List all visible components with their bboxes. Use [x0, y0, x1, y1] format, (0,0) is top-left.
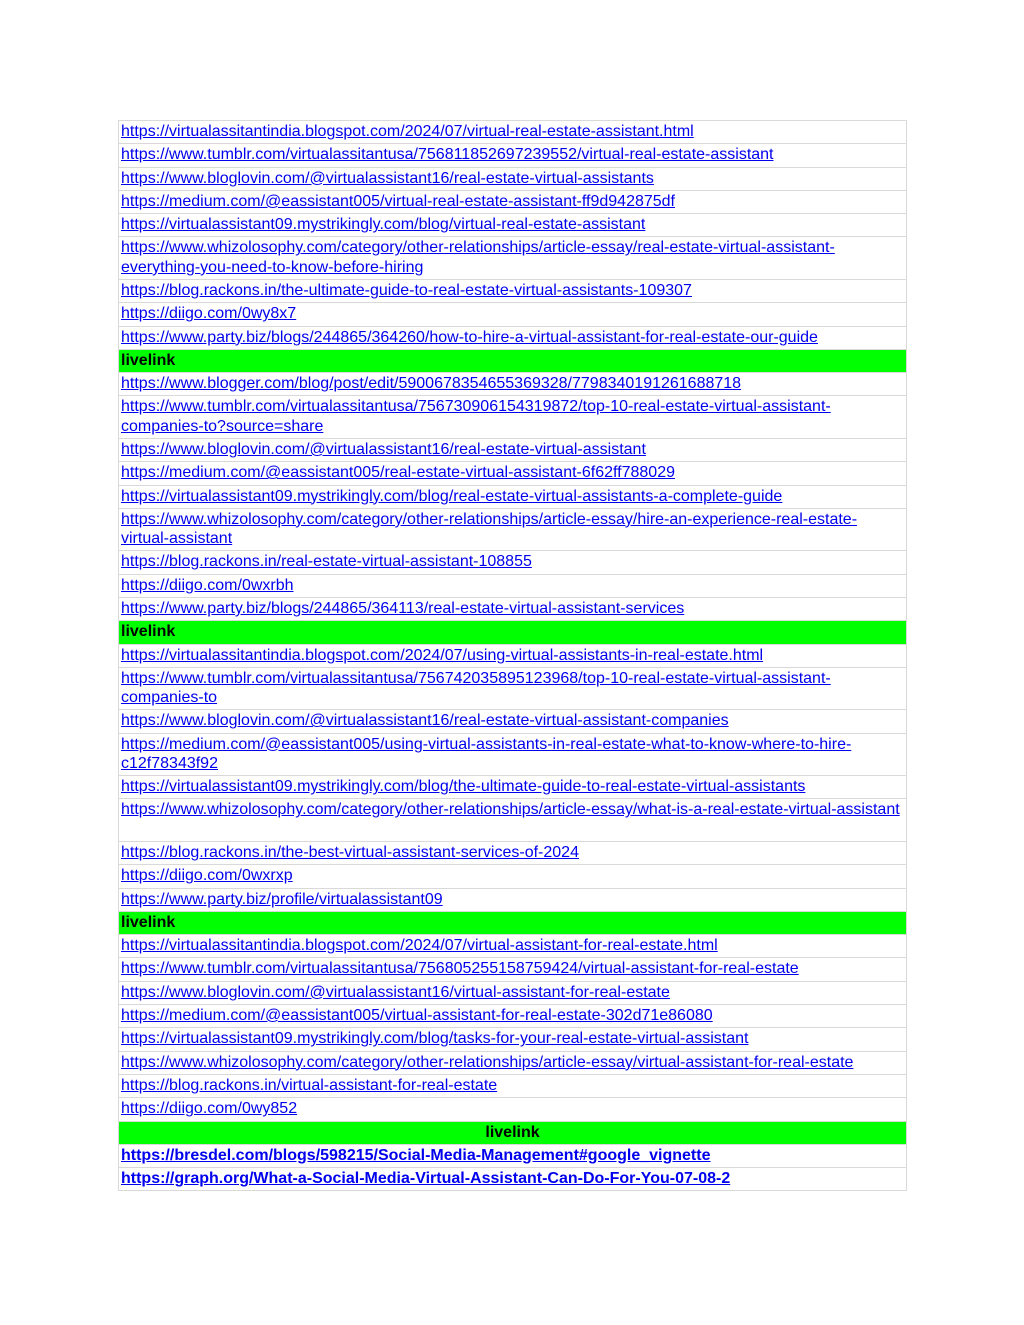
table-row	[119, 303, 907, 326]
table-row	[119, 981, 907, 1004]
livelink-label: livelink	[119, 621, 907, 644]
table-row	[119, 1051, 907, 1074]
table-cell	[119, 190, 907, 213]
table-cell	[119, 303, 907, 326]
link[interactable]: https://virtualassitantindia.blogspot.com/2024/07/using-virtual-assistants-in-real-estate.html	[121, 646, 764, 664]
link[interactable]: https://medium.com/@eassistant005/using-virtual-assistants-in-real-estate-what-to-know-where-to-hire-c12f78343f92	[121, 735, 852, 773]
link[interactable]: https://www.party.biz/blogs/244865/364260/how-to-hire-a-virtual-assistant-for-real-estate-our-guide	[121, 328, 818, 346]
table-cell	[119, 373, 907, 396]
link[interactable]: https://virtualassistant09.mystrikingly.com/blog/real-estate-virtual-assistants-a-complete-guide	[121, 487, 783, 505]
table-row	[119, 667, 907, 710]
table-row	[119, 237, 907, 280]
link[interactable]: https://virtualassistant09.mystrikingly.com/blog/virtual-real-estate-assistant	[121, 216, 646, 234]
table-row	[119, 167, 907, 190]
link[interactable]: https://www.blogger.com/blog/post/edit/5900678354655369328/779834019126168871​8	[121, 375, 742, 393]
table-row	[119, 841, 907, 864]
table-cell	[119, 1144, 907, 1167]
table-cell	[119, 485, 907, 508]
table-row	[119, 733, 907, 776]
link[interactable]: https://diigo.com/0wy852	[121, 1100, 298, 1118]
table-row	[119, 438, 907, 461]
table-row	[119, 326, 907, 349]
link[interactable]: https://graph.org/What-a-Social-Media-Virtual-Assistant-Can-Do-For-You-07-08-2	[121, 1170, 731, 1188]
table-row	[119, 935, 907, 958]
table-row	[119, 597, 907, 620]
table-row	[119, 644, 907, 667]
table-row	[119, 279, 907, 302]
table-cell	[119, 865, 907, 888]
link[interactable]: https://virtualassitantindia.blogspot.com/2024/07/virtual-real-estate-assistant.html	[121, 123, 694, 140]
link[interactable]: https://www.tumblr.com/virtualassitantusa/756805255158759424/virtual-assistant-for-real-estate	[121, 960, 799, 978]
table-row	[119, 1098, 907, 1121]
link[interactable]: https://www.bloglovin.com/@virtualassistant16/real-estate-virtual-assistant	[121, 440, 646, 458]
table-row	[119, 776, 907, 799]
table-cell	[119, 551, 907, 574]
link[interactable]: https://medium.com/@eassistant005/virtual-real-estate-assistant-ff9d942875df	[121, 192, 675, 210]
link[interactable]: https://virtualassitantindia.blogspot.com/2024/07/virtual-assistant-for-real-estate.html	[121, 937, 718, 955]
table-cell	[119, 1051, 907, 1074]
table-row	[119, 508, 907, 551]
link[interactable]: https://www.bloglovin.com/@virtualassistant16/real-estate-virtual-assistants	[121, 169, 654, 187]
table-row	[119, 888, 907, 911]
link[interactable]: https://www.party.biz/profile/virtualassistant09	[121, 890, 443, 908]
link[interactable]: https://medium.com/@eassistant005/real-estate-virtual-assistant-6f62ff788029	[121, 464, 675, 482]
table-cell	[119, 144, 907, 167]
table-row	[119, 144, 907, 167]
table-cell	[119, 667, 907, 710]
table-cell	[119, 1168, 907, 1191]
link[interactable]: https://diigo.com/0wxrbh	[121, 576, 294, 594]
link[interactable]: https://blog.rackons.in/real-estate-virtual-assistant-108855	[121, 553, 532, 571]
table-cell	[119, 1005, 907, 1028]
link[interactable]: https://diigo.com/0wy8x7	[121, 305, 297, 323]
link[interactable]: https://virtualassistant09.mystrikingly.com/blog/tasks-for-your-real-estate-virtual-assistant	[121, 1030, 749, 1048]
table-row	[119, 799, 907, 842]
table-cell	[119, 935, 907, 958]
table-row	[119, 462, 907, 485]
table-row	[119, 1074, 907, 1097]
table-row	[119, 214, 907, 237]
link[interactable]: https://virtualassistant09.mystrikingly.com/blog/the-ultimate-guide-to-real-estate-virtual-assistants	[121, 778, 806, 796]
link[interactable]: https://www.whizolosophy.com/category/other-relationships/article-essay/virtual-assistant-for-real-estate	[121, 1053, 854, 1071]
table-cell	[119, 1098, 907, 1121]
link[interactable]: https://www.whizolosophy.com/category/other-relationships/article-essay/hire-an-experience-real-estate-virtual-assistant	[121, 510, 858, 548]
table-cell	[119, 733, 907, 776]
table-cell	[119, 1028, 907, 1051]
link[interactable]: https://blog.rackons.in/the-best-virtual-assistant-services-of-2024	[121, 843, 579, 861]
livelink-row	[119, 349, 907, 372]
table-row	[119, 373, 907, 396]
table-row	[119, 1005, 907, 1028]
table-cell	[119, 1074, 907, 1097]
table-row	[119, 958, 907, 981]
link[interactable]: https://blog.rackons.in/the-ultimate-guide-to-real-estate-virtual-assistants-109307	[121, 281, 692, 299]
livelink-label: livelink	[119, 1121, 907, 1144]
link-table	[118, 120, 907, 1191]
table-row	[119, 574, 907, 597]
link[interactable]: https://www.whizolosophy.com/category/other-relationships/article-essay/what-is-a-real-estate-virtual-assistant	[121, 801, 900, 819]
table-cell	[119, 981, 907, 1004]
table-cell	[119, 396, 907, 439]
table-cell	[119, 710, 907, 733]
link[interactable]: https://blog.rackons.in/virtual-assistant-for-real-estate	[121, 1076, 498, 1094]
link[interactable]: https://bresdel.com/blogs/598215/Social-Media-Management#google_vignette	[121, 1146, 711, 1164]
livelink-row	[119, 911, 907, 934]
table-cell	[119, 237, 907, 280]
table-cell	[119, 574, 907, 597]
table-row	[119, 121, 907, 144]
link[interactable]: https://www.tumblr.com/virtualassitantusa/756730906154319872/top-10-real-estate-virtual-assistant-companies-to?source=share	[121, 398, 831, 435]
table-cell	[119, 776, 907, 799]
link[interactable]: https://diigo.com/0wxrxp	[121, 867, 293, 885]
link[interactable]: https://www.whizolosophy.com/category/other-relationships/article-essay/real-estate-virtual-assistant-everything-you-need-to-know-before-hiring	[121, 239, 835, 276]
link[interactable]: https://www.tumblr.com/virtualassitantusa/756811852697239552/virtual-real-estate-assistant	[121, 146, 774, 164]
table-cell	[119, 121, 907, 144]
table-row	[119, 551, 907, 574]
table-cell	[119, 438, 907, 461]
table-cell	[119, 326, 907, 349]
table-cell	[119, 167, 907, 190]
table-row	[119, 1168, 907, 1191]
table-cell	[119, 508, 907, 551]
table-cell	[119, 841, 907, 864]
link[interactable]: https://www.tumblr.com/virtualassitantusa/756742035895123968/top-10-real-estate-virtual-assistant-companies-to	[121, 669, 831, 707]
table-cell	[119, 888, 907, 911]
table-cell	[119, 958, 907, 981]
livelink-label: livelink	[119, 349, 907, 372]
table-cell	[119, 462, 907, 485]
table-cell	[119, 597, 907, 620]
table-row	[119, 190, 907, 213]
livelink-label: livelink	[119, 911, 907, 934]
table-cell	[119, 279, 907, 302]
table-cell	[119, 799, 907, 842]
table-cell	[119, 644, 907, 667]
table-row	[119, 396, 907, 439]
link[interactable]: https://www.bloglovin.com/@virtualassistant16/virtual-assistant-for-real-estate	[121, 983, 670, 1001]
link[interactable]: https://www.party.biz/blogs/244865/364113/real-estate-virtual-assistant-services	[121, 599, 685, 617]
link[interactable]: https://www.bloglovin.com/@virtualassistant16/real-estate-virtual-assistant-companies	[121, 712, 729, 730]
livelink-row	[119, 621, 907, 644]
table-row	[119, 1028, 907, 1051]
table-cell	[119, 214, 907, 237]
link[interactable]: https://medium.com/@eassistant005/virtual-assistant-for-real-estate-302d71e86080	[121, 1007, 713, 1025]
livelink-row	[119, 1121, 907, 1144]
table-row	[119, 710, 907, 733]
table-row	[119, 865, 907, 888]
table-row	[119, 485, 907, 508]
table-row	[119, 1144, 907, 1167]
